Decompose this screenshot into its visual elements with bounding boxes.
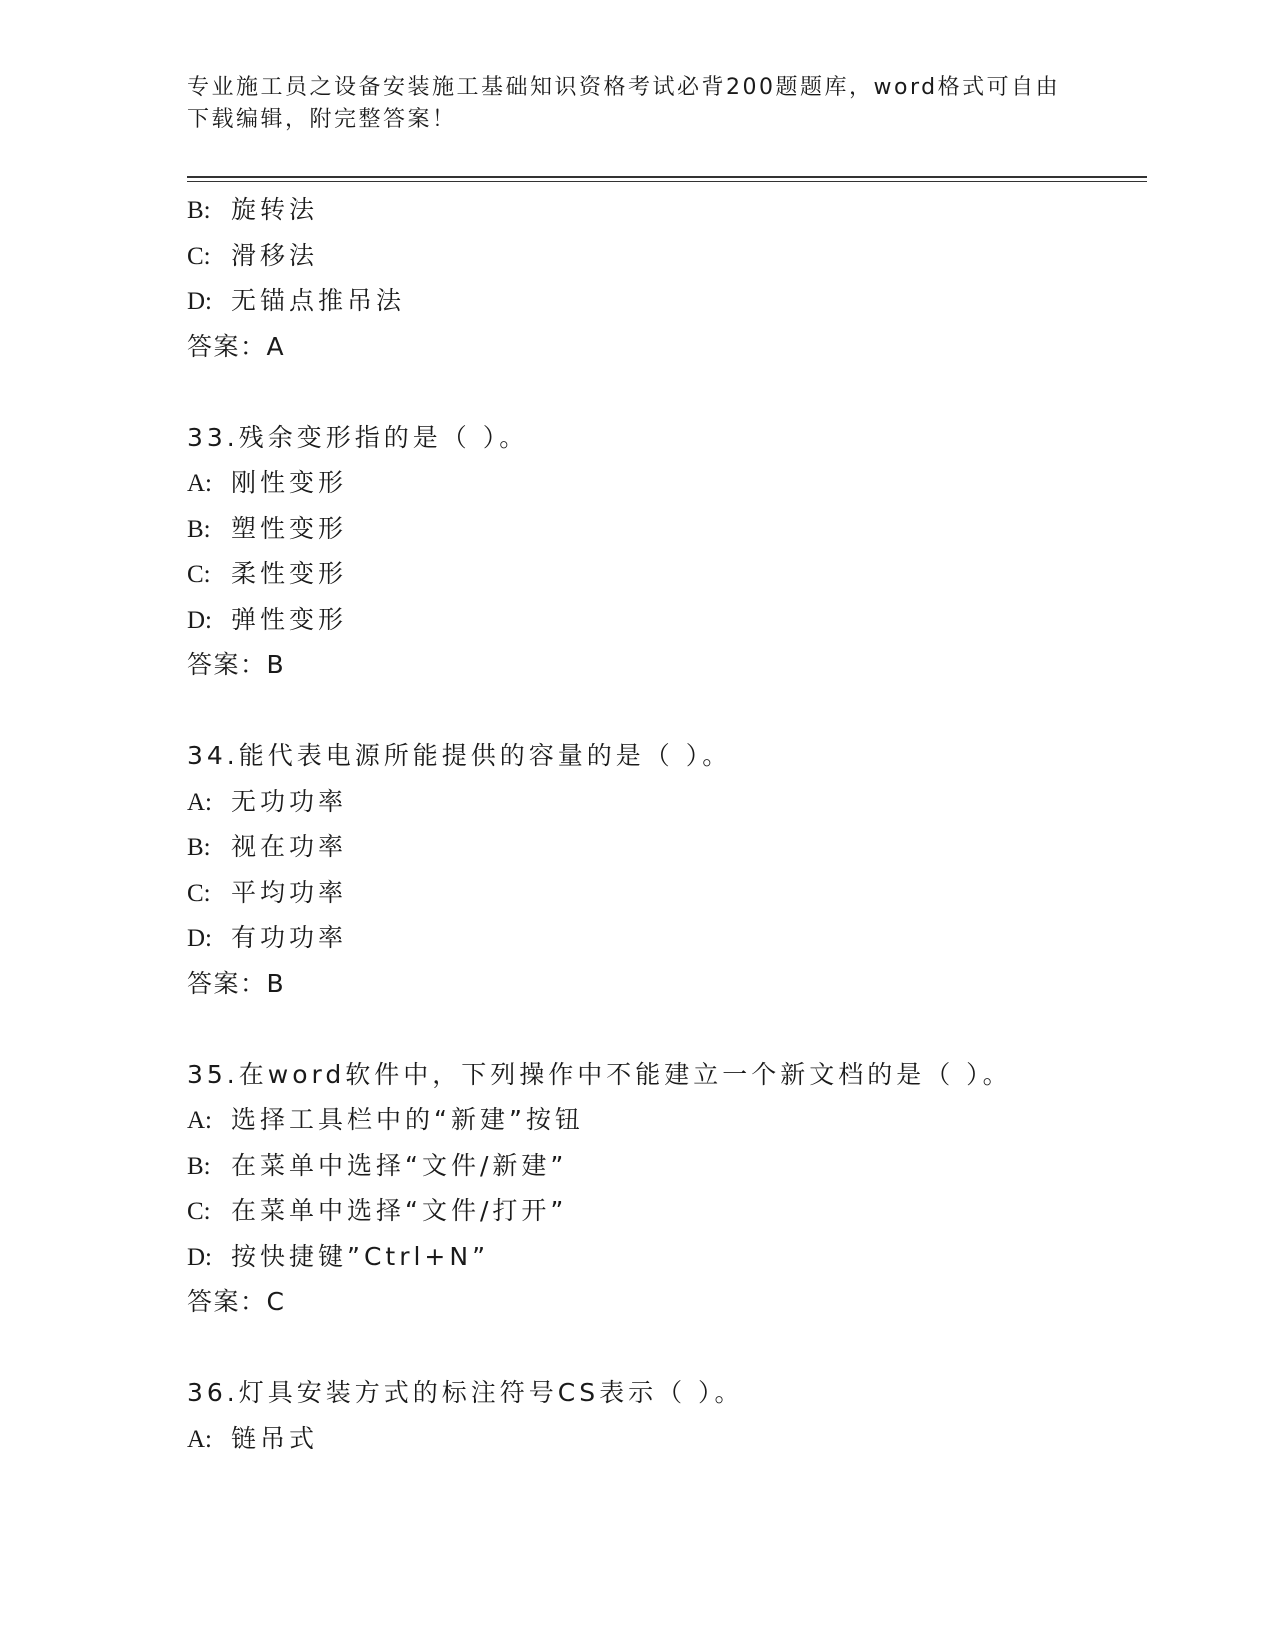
option-text: 链吊式 (231, 1423, 319, 1453)
answer-option (187, 597, 1147, 643)
header-line-2: 下载编辑，附完整答案！ (187, 107, 457, 132)
answer-key: 答案：B (187, 650, 286, 679)
answer-option (187, 187, 1147, 233)
question-text: 36.灯具安装方式的标注符号CS表示（ ）。 (187, 1378, 744, 1407)
option-text: 按快捷键”Ctrl+N” (231, 1241, 490, 1271)
option-text: 刚性变形 (231, 468, 348, 497)
document-header (187, 72, 1087, 136)
option-text: 无锚点推吊法 (231, 286, 406, 315)
answer-option (187, 779, 1147, 825)
blank-line (187, 688, 1147, 734)
option-letter: D: (187, 606, 212, 634)
option-letter: D: (187, 925, 212, 952)
answer-option (187, 551, 1147, 597)
header-rule-thin (187, 181, 1147, 182)
option-letter: A: (187, 1425, 212, 1453)
answer-option (187, 915, 1147, 961)
option-text: 视在功率 (231, 832, 348, 861)
answer-option (187, 870, 1147, 916)
answer-option (187, 1143, 1147, 1189)
option-text: 旋转法 (231, 195, 319, 224)
option-text: 塑性变形 (231, 513, 348, 543)
option-text: 选择工具栏中的“新建”按钮 (231, 1105, 584, 1134)
option-text: 在菜单中选择“文件/新建” (231, 1150, 568, 1180)
answer-option (187, 278, 1147, 324)
option-text: 柔性变形 (231, 559, 348, 588)
option-letter: C: (187, 879, 211, 907)
answer-option (187, 1097, 1147, 1143)
blank-line (187, 369, 1147, 415)
blank-line (187, 1006, 1147, 1052)
answer-option (187, 506, 1147, 552)
option-letter: A: (187, 1107, 212, 1134)
header-line-1: 专业施工员之设备安装施工基础知识资格考试必背200题题库，word格式可自由 (187, 75, 1061, 100)
option-letter: D: (187, 1243, 212, 1271)
blank-line (187, 1325, 1147, 1371)
option-text: 在菜单中选择“文件/打开” (231, 1196, 568, 1225)
option-letter: B: (187, 515, 211, 543)
option-letter: A: (187, 788, 212, 816)
answer-option (187, 1416, 1147, 1462)
option-letter: C: (187, 561, 211, 588)
answer-option (187, 824, 1147, 870)
option-letter: B: (187, 834, 211, 861)
answer-key: 答案：A (187, 331, 286, 361)
question-text: 35.在word软件中，下列操作中不能建立一个新文档的是（ ）。 (187, 1059, 1012, 1089)
answer-key: 答案：C (187, 1287, 286, 1316)
question-text: 33.残余变形指的是（ ）。 (187, 422, 529, 452)
option-letter: A: (187, 470, 212, 497)
option-text: 有功功率 (231, 923, 348, 952)
option-letter: B: (187, 1152, 211, 1180)
option-text: 无功功率 (231, 786, 348, 816)
option-text: 滑移法 (231, 240, 319, 270)
option-letter: B: (187, 197, 211, 224)
option-text: 弹性变形 (231, 604, 348, 634)
option-letter: C: (187, 242, 211, 270)
answer-option (187, 1188, 1147, 1234)
option-letter: C: (187, 1198, 211, 1225)
question-text: 34.能代表电源所能提供的容量的是（ ）。 (187, 741, 732, 770)
option-letter: D: (187, 288, 212, 315)
question-list (187, 187, 1147, 1461)
answer-key: 答案：B (187, 968, 286, 998)
answer-option (187, 460, 1147, 506)
answer-option (187, 1234, 1147, 1280)
answer-option (187, 233, 1147, 279)
header-rule-thick (187, 176, 1147, 178)
option-text: 平均功率 (231, 877, 348, 907)
